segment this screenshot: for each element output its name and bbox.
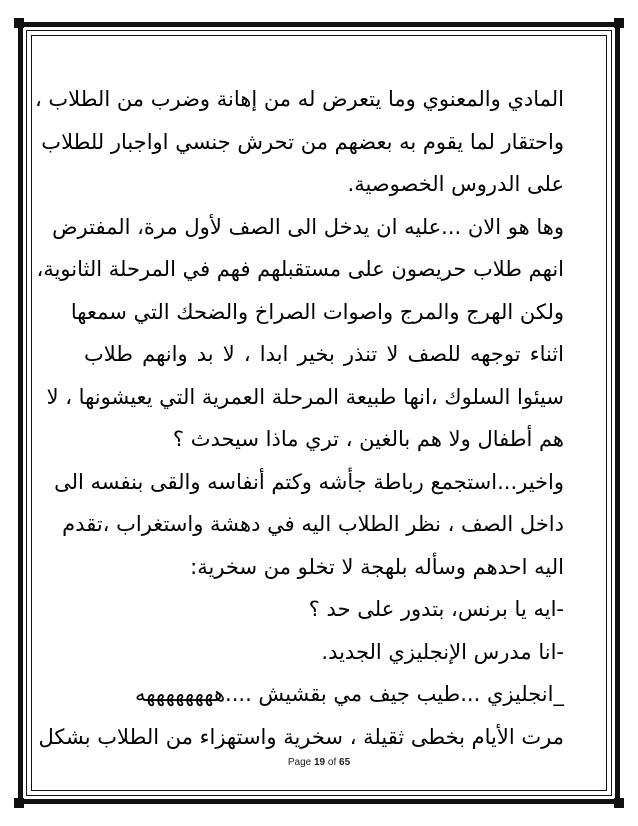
border-corner-bottom-left <box>14 798 24 808</box>
text-line: اثناء توجهه للصف لا تنذر بخير ابدا ، لا بد وانهم طلاب <box>84 342 564 366</box>
text-line: -انا مدرس الإنجليزي الجديد. <box>321 639 564 664</box>
text-line: واحتقار لما يقوم به بعضهم من تحرش جنسي اواجبار للطلاب <box>41 129 564 154</box>
page-label: Page <box>287 757 312 768</box>
page-footer <box>0 757 638 768</box>
text-line: وها هو الان ...عليه ان يدخل الى الصف لأول مرة، المفترض <box>52 214 564 239</box>
border-corner-bottom-right <box>614 798 624 808</box>
text-line: انهم طلاب حريصون على مستقبلهم فهم في المرحلة الثانوية، <box>36 257 564 281</box>
text-line: -ايه يا برنس، بتدور على حد ؟ <box>308 597 564 621</box>
text-line: واخير...استجمع رباطة جأشه وكتم أنفاسه والقى بنفسه الى <box>54 469 564 494</box>
of-label: of <box>327 757 337 768</box>
border-corner-top-right <box>614 18 624 28</box>
text-line: سيئوا السلوك ،انها طبيعة المرحلة العمرية التي يعيشونها ، لا <box>46 384 564 409</box>
text-line: مرت الأيام بخطى ثقيلة ، سخرية واستهزاء من الطلاب بشكل <box>38 724 564 749</box>
text-line: اليه احدهم وسأله بلهجة لا تخلو من سخرية: <box>190 554 564 579</box>
total-pages: 65 <box>339 757 351 768</box>
text-line: ولكن الهرج والمرج واصوات الصراخ والضحك التي سمعها <box>70 299 564 324</box>
text-line: داخل الصف ، نظر الطلاب اليه في دهشة واستغراب ،تقدم <box>62 512 564 536</box>
text-line: _انجليزي ...طيب جيف مي بقشيش ....ههههههههه <box>134 682 564 706</box>
border-corner-top-left <box>14 18 24 28</box>
text-line: المادي والمعنوي وما يتعرض له من إهانة وضرب من الطلاب ، <box>34 87 564 111</box>
text-line: على الدروس الخصوصية. <box>347 172 564 196</box>
document-body <box>34 78 564 758</box>
text-line: هم أطفال ولا هم بالغين ، تري ماذا سيحدث ؟ <box>172 427 564 451</box>
page-number: 19 <box>313 757 326 768</box>
